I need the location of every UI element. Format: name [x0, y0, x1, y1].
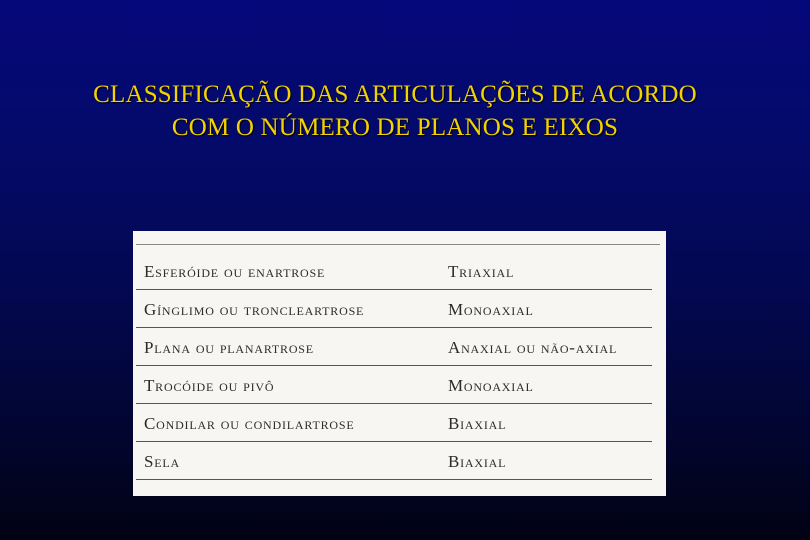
table-row [133, 404, 666, 442]
table-row [133, 290, 666, 328]
joint-type: Trocóide ou pivô [144, 376, 275, 395]
joint-axes: Biaxial [448, 414, 507, 433]
joint-type: Gínglimo ou troncleartrose [144, 300, 365, 319]
scanned-table [133, 231, 666, 496]
table-row [133, 328, 666, 366]
table-row [133, 252, 666, 290]
table-row [133, 366, 666, 404]
joint-type: Sela [144, 452, 180, 471]
joint-axes: Monoaxial [448, 300, 534, 319]
row-divider [136, 479, 652, 480]
slide-title [0, 78, 790, 144]
table-row [133, 442, 666, 480]
slide-title-line-2: COM O NÚMERO DE PLANOS E EIXOS [171, 114, 619, 141]
joint-type: Condilar ou condilartrose [144, 414, 355, 433]
joint-axes: Monoaxial [448, 376, 534, 395]
table-top-rule [136, 244, 660, 245]
joint-axes: Triaxial [448, 262, 515, 281]
joint-axes: Anaxial ou não-axial [448, 338, 618, 357]
joint-axes: Biaxial [448, 452, 507, 471]
slide-title-line-1: CLASSIFICAÇÃO DAS ARTICULAÇÕES DE ACORDO [93, 81, 697, 108]
joint-type: Plana ou planartrose [144, 338, 314, 357]
joint-type: Esferóide ou enartrose [144, 262, 326, 281]
